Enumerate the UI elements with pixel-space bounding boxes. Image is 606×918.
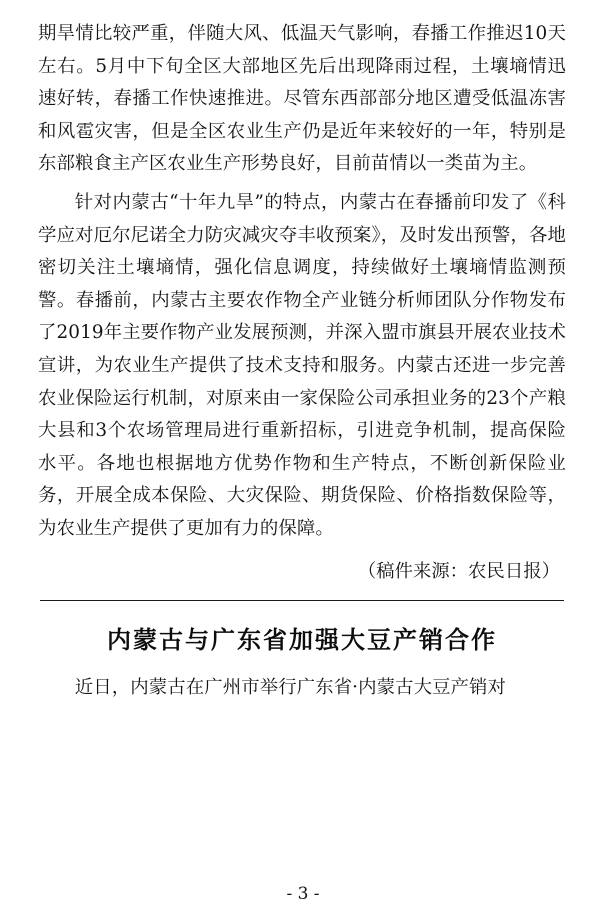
section-divider-wrap — [38, 588, 566, 614]
source-spacer — [38, 546, 566, 556]
paragraph-measures: 针对内蒙古“十年九旱”的特点，内蒙古在春播前印发了《科学应对厄尔尼诺全力防灾减灾夺丰收预案》，及时发出预警，各地密切关注土壤墒情，强化信息调度，持续做好土壤墒情监测预警。春播前，内蒙古主要农作物全产业链分析师团队分作物发布了2019年主要作物产业发展预测，并深入盟市旗县开展农业技术宣讲，为农业生产提供了技术支持和服务。内蒙古还进一步完善农业保险运行机制，对原来由一家保险公司承担业务的23个产粮大县和3个农场管理局进行重新招标，引进竞争机制，提高保险水平。各地也根据地方优势作物和生产特点，不断创新保险业务，开展全成本保险、大灾保险、期货保险、价格指数保险等，为农业生产提供了更加有力的保障。 — [38, 191, 566, 539]
article-body — [38, 18, 566, 546]
next-article-body — [38, 672, 566, 705]
paragraph-continued: 期旱情比较严重，伴随大风、低温天气影响，春播工作推迟10天左右。5月中下旬全区大部地区先后出现降雨过程，土壤墒情迅速好转，春播工作快速推进。尽管东西部部分地区遭受低温冻害和风雹灾害，但是全区农业生产仍是近年来较好的一年，特别是东部粮食主产区农业生产形势良好，目前苗情以一类苗为主。 — [38, 23, 566, 175]
page-number: - 3 - — [286, 884, 320, 904]
title-spacer — [38, 660, 566, 672]
next-article-title: 内蒙古与广东省加强大豆产销合作 — [107, 625, 497, 655]
article-source: （稿件来源：农民日报） — [357, 560, 560, 582]
next-article-paragraph: 近日，内蒙古在广州市举行广东省·内蒙古大豆产销对 — [74, 677, 507, 699]
section-divider — [40, 600, 564, 601]
